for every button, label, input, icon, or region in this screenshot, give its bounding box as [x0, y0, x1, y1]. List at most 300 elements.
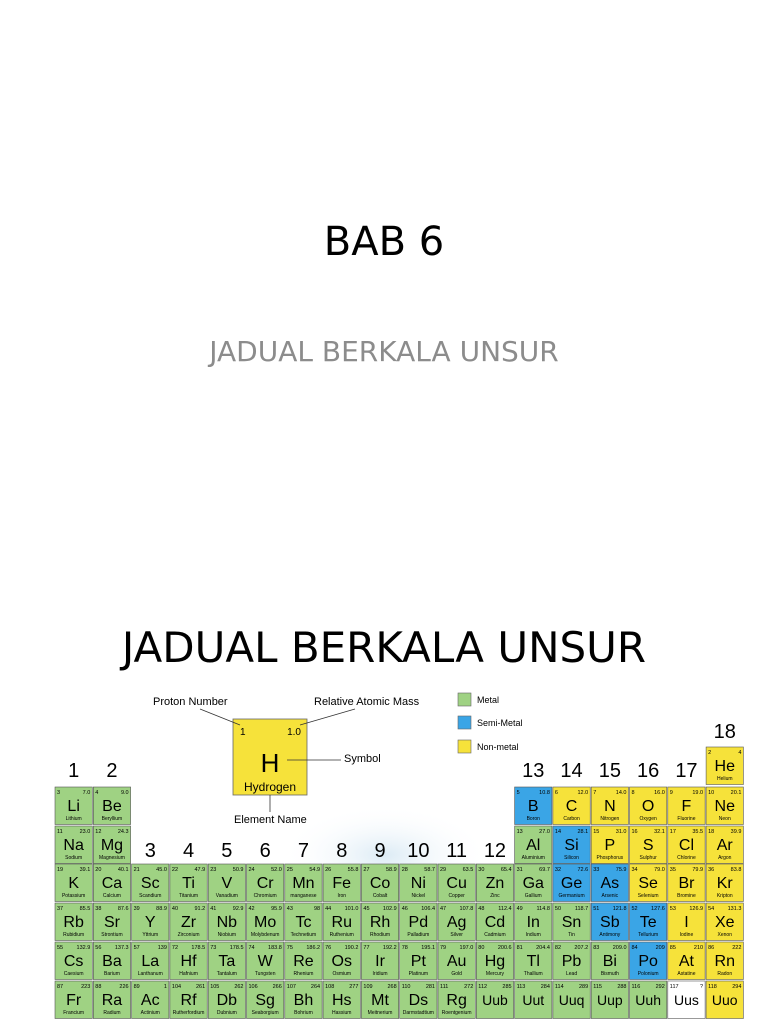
element-name: Seaborgium: [251, 1010, 279, 1016]
legend: [458, 693, 523, 753]
element-cell-k: [55, 864, 92, 902]
element-number: 39: [133, 906, 140, 912]
element-name: Silver: [450, 932, 463, 938]
element-cell-cl: [668, 826, 705, 864]
element-symbol: Si: [564, 837, 579, 854]
element-number: 29: [440, 867, 447, 873]
element-symbol: Se: [638, 875, 658, 892]
element-name: Platinum: [408, 971, 429, 977]
element-mass: 226: [119, 984, 129, 990]
element-name: Fluorine: [677, 816, 696, 822]
element-name: Yttrium: [142, 932, 159, 938]
element-number: 55: [57, 945, 64, 951]
element-mass: 292: [655, 984, 665, 990]
element-symbol: W: [257, 953, 273, 970]
element-name: Radium: [103, 1010, 121, 1016]
element-symbol: Cu: [446, 875, 467, 892]
element-cell-ne: [706, 787, 743, 825]
element-cell-cs: [55, 942, 92, 980]
element-symbol: Rb: [63, 914, 84, 931]
element-number: 40: [171, 906, 179, 912]
element-mass: 132.9: [76, 945, 91, 951]
element-number: 114: [554, 984, 564, 990]
element-mass: 288: [617, 984, 627, 990]
element-number: 43: [286, 906, 293, 912]
group-number-6: 6: [259, 840, 271, 862]
element-symbol: Kr: [716, 875, 733, 892]
element-mass: 54.9: [309, 867, 321, 873]
element-number: 115: [593, 984, 602, 990]
element-cell-mo: [247, 903, 284, 941]
element-name: Osmium: [332, 971, 352, 977]
element-mass: 12.0: [577, 790, 589, 796]
element-name: Gold: [451, 971, 462, 977]
element-mass: 210: [693, 945, 704, 951]
element-name: Arsenic: [601, 893, 619, 899]
legend-non-metal-label: Non-metal: [477, 742, 519, 752]
relative-atomic-mass-label: Relative Atomic Mass: [314, 696, 420, 708]
element-cell-mn: [285, 864, 322, 902]
element-symbol: I: [684, 914, 689, 931]
element-mass: 112.4: [498, 906, 512, 912]
element-mass: 285: [502, 984, 512, 990]
symbol-label: Symbol: [344, 753, 381, 765]
element-symbol: Ds: [408, 992, 429, 1009]
element-name: Hafnium: [179, 971, 198, 977]
element-cell-bi: [591, 942, 628, 980]
element-symbol: Sr: [103, 914, 120, 931]
element-name: Silicon: [564, 855, 579, 861]
element-symbol: K: [68, 875, 79, 892]
element-name: Rhenium: [293, 971, 314, 977]
element-symbol: Sn: [561, 914, 582, 931]
element-symbol: Cr: [256, 875, 274, 892]
element-cell-o: [630, 787, 667, 825]
element-mass: 101.0: [344, 906, 359, 912]
element-name: Selenium: [637, 893, 659, 899]
element-symbol: Co: [369, 875, 391, 892]
element-cell-b: [515, 787, 552, 825]
element-name: Xenon: [717, 932, 732, 938]
group-number-10: 10: [407, 840, 430, 862]
element-mass: 14.0: [615, 790, 627, 796]
element-mass: 127.6: [651, 906, 665, 912]
element-symbol: Ti: [182, 875, 195, 892]
group-number-4: 4: [182, 840, 195, 862]
element-name: Sulphur: [639, 855, 657, 861]
element-cell-ta: [208, 942, 245, 980]
element-number: 3: [57, 790, 61, 796]
key-proton-number: 1: [240, 727, 246, 738]
element-symbol: Mn: [292, 875, 315, 892]
element-cell-uut: [515, 981, 552, 1019]
element-number: 20: [95, 867, 102, 873]
element-mass: 39.9: [730, 829, 742, 835]
element-cell-la: [132, 942, 169, 980]
element-symbol: Y: [144, 914, 156, 931]
element-mass: 45.0: [156, 867, 167, 873]
element-name: Radon: [717, 971, 733, 977]
element-symbol: Cd: [484, 914, 506, 931]
element-mass: 88.9: [156, 906, 167, 912]
element-symbol: Ac: [140, 992, 160, 1009]
element-symbol: Ir: [375, 953, 385, 970]
element-cell-li: [55, 787, 92, 825]
element-cell-al: [515, 826, 552, 864]
element-number: 85: [669, 945, 676, 951]
element-name: Technetium: [290, 932, 317, 938]
element-mass: 281: [425, 984, 435, 990]
element-name: Actinium: [140, 1010, 160, 1016]
element-number: 26: [325, 867, 332, 873]
element-mass: 261: [196, 984, 206, 990]
element-number: 21: [133, 867, 140, 873]
element-symbol: Rh: [369, 914, 391, 931]
element-symbol: Rg: [446, 992, 467, 1009]
element-number: 56: [95, 945, 102, 951]
element-name: Sodium: [65, 855, 83, 861]
element-symbol: Sg: [255, 992, 275, 1009]
element-cell-pd: [400, 903, 437, 941]
element-cell-ca: [93, 864, 130, 902]
element-number: 25: [286, 867, 293, 873]
legend-metal-label: Metal: [477, 695, 500, 705]
element-symbol: Sb: [600, 914, 620, 931]
element-cell-nb: [208, 903, 245, 941]
element-cell-as: [591, 864, 628, 902]
element-number: 24: [248, 867, 255, 873]
element-name: Indium: [525, 932, 541, 938]
element-number: 106: [248, 984, 258, 990]
element-mass: 223: [81, 984, 91, 990]
element-mass: 98: [313, 906, 321, 912]
element-number: 113: [516, 984, 526, 990]
element-name: Dubnium: [216, 1010, 237, 1016]
element-mass: 10.8: [539, 790, 550, 796]
element-mass: 207.2: [574, 945, 589, 951]
element-number: 19: [57, 867, 64, 873]
element-symbol: Ni: [410, 875, 426, 892]
element-number: 53: [669, 906, 676, 912]
element-number: 27: [363, 867, 370, 873]
element-cell-cu: [438, 864, 475, 902]
element-mass: 19.0: [692, 790, 704, 796]
element-name: Titanium: [179, 893, 199, 899]
element-number: 5: [516, 790, 520, 796]
element-symbol: Sc: [140, 875, 160, 892]
element-mass: 23.0: [79, 829, 91, 835]
element-cell-pb: [553, 942, 590, 980]
element-cell-mg: [93, 826, 130, 864]
element-mass: 31.0: [615, 829, 627, 835]
element-mass: 178.5: [229, 945, 244, 951]
element-number: 35: [669, 867, 676, 873]
element-cell-cr: [247, 864, 284, 902]
element-cell-pt: [400, 942, 437, 980]
element-cell-fe: [323, 864, 360, 902]
element-name: Palladium: [407, 932, 430, 938]
element-symbol: Mt: [371, 992, 389, 1009]
element-number: 45: [363, 906, 370, 912]
element-mass: 200.6: [497, 945, 512, 951]
element-number: 118: [708, 984, 717, 990]
element-mass: 1: [163, 984, 167, 990]
element-name: Cobalt: [372, 893, 388, 899]
element-cell-sb: [591, 903, 628, 941]
element-symbol: S: [642, 837, 654, 854]
element-name: Tellurium: [638, 932, 659, 938]
element-cell-se: [630, 864, 667, 902]
element-name: Rubidium: [63, 932, 85, 938]
element-number: 54: [708, 906, 715, 912]
element-number: 17: [669, 829, 676, 835]
element-number: 109: [363, 984, 373, 990]
element-number: 6: [554, 790, 558, 796]
element-cell-ac: [132, 981, 169, 1019]
element-symbol: Rn: [714, 953, 735, 970]
element-name: Calcium: [102, 893, 121, 899]
element-symbol: Hf: [180, 953, 197, 970]
element-number: 47: [440, 906, 447, 912]
element-mass: 27.0: [539, 829, 550, 835]
element-mass: 289: [579, 984, 589, 990]
element-mass: 85.5: [79, 906, 91, 912]
element-mass: 63.5: [462, 867, 474, 873]
group-number-2: 2: [106, 760, 118, 782]
key-element-name: Hydrogen: [243, 780, 297, 794]
element-cell-hf: [170, 942, 207, 980]
element-mass: 55.8: [347, 867, 359, 873]
element-number: 9: [669, 790, 673, 796]
element-cell-kr: [706, 864, 743, 902]
element-cell-he: [706, 747, 743, 785]
element-mass: 131.3: [727, 906, 742, 912]
element-symbol: Tc: [295, 914, 312, 931]
element-mass: 139: [157, 945, 167, 951]
element-cell-rf: [170, 981, 207, 1019]
element-symbol: Au: [446, 953, 467, 970]
element-name: Darmstadtium: [402, 1010, 434, 1016]
element-name: Kripton: [716, 893, 733, 899]
element-symbol: V: [221, 875, 233, 892]
element-symbol: He: [714, 758, 735, 775]
element-symbol: Uup: [597, 992, 623, 1008]
element-cell-cd: [476, 903, 513, 941]
element-number: 14: [554, 829, 562, 835]
element-mass: 137.3: [114, 945, 129, 951]
element-cell-ar: [706, 826, 743, 864]
element-mass: 83.8: [730, 867, 742, 873]
element-number: 105: [210, 984, 220, 990]
element-symbol: Ne: [714, 798, 735, 815]
element-symbol: Li: [67, 798, 80, 815]
element-name: Chlorine: [677, 855, 696, 861]
element-mass: 58.9: [385, 867, 397, 873]
key-atomic-mass: 1.0: [287, 727, 301, 738]
group-number-5: 5: [221, 840, 233, 862]
element-number: 52: [631, 906, 638, 912]
element-number: 116: [631, 984, 641, 990]
element-cell-uub: [476, 981, 513, 1019]
element-cell-os: [323, 942, 360, 980]
element-number: 36: [708, 867, 715, 873]
element-symbol: Uuq: [558, 992, 585, 1008]
element-mass: 75.9: [615, 867, 627, 873]
element-mass: 284: [540, 984, 550, 990]
element-name: Astatine: [677, 971, 696, 977]
element-symbol: Al: [526, 837, 541, 854]
element-symbol: Bi: [602, 953, 617, 970]
element-mass: 183.8: [268, 945, 282, 951]
element-name: Copper: [448, 893, 465, 899]
element-mass: 72.6: [577, 867, 589, 873]
element-number: 82: [554, 945, 562, 951]
element-number: 51: [593, 906, 600, 912]
element-cell-zr: [170, 903, 207, 941]
element-symbol: Po: [638, 953, 658, 970]
group-number-18: 18: [713, 721, 736, 743]
element-cell-rn: [706, 942, 743, 980]
element-mass: 87.6: [117, 906, 129, 912]
group-number-11: 11: [446, 840, 468, 862]
element-number: 83: [593, 945, 600, 951]
element-name: Beryllium: [101, 816, 123, 822]
element-mass: 186.2: [306, 945, 321, 951]
element-name: Helium: [716, 776, 733, 782]
element-symbol: Te: [639, 914, 657, 931]
element-name: Roentgenium: [441, 1010, 472, 1016]
element-number: 23: [210, 867, 217, 873]
element-cell-mt: [361, 981, 398, 1019]
element-mass: 7.0: [82, 790, 91, 796]
group-number-7: 7: [297, 840, 310, 862]
element-mass: 209.0: [612, 945, 627, 951]
element-name: Carbon: [563, 816, 580, 822]
element-name: Bromine: [677, 893, 696, 899]
element-name: Niobium: [217, 932, 237, 938]
element-cell-rb: [55, 903, 92, 941]
element-name: Argon: [718, 855, 732, 861]
element-mass: 190.2: [344, 945, 359, 951]
element-mass: 178.5: [191, 945, 206, 951]
element-name: Lead: [565, 971, 578, 977]
group-number-16: 16: [637, 760, 660, 782]
element-symbol: Rf: [180, 992, 197, 1009]
element-symbol: At: [678, 953, 695, 970]
element-mass: ?: [700, 984, 704, 990]
key-element-box: [233, 719, 307, 795]
element-number: 8: [631, 790, 635, 796]
element-number: 79: [440, 945, 447, 951]
element-number: 32: [554, 867, 562, 873]
element-mass: 268: [387, 984, 397, 990]
element-mass: 58.7: [424, 867, 435, 873]
element-cell-f: [668, 787, 705, 825]
element-number: 18: [708, 829, 715, 835]
element-cell-po: [630, 942, 667, 980]
element-mass: 95.9: [271, 906, 282, 912]
element-number: 7: [593, 790, 597, 796]
element-cell-ba: [93, 942, 130, 980]
element-number: 78: [401, 945, 408, 951]
element-cell-uuh: [630, 981, 667, 1019]
element-number: 22: [171, 867, 179, 873]
group-number-12: 12: [483, 840, 507, 862]
element-number: 30: [478, 867, 485, 873]
element-number: 15: [593, 829, 600, 835]
element-cell-sg: [247, 981, 284, 1019]
element-symbol: Mg: [100, 837, 124, 854]
element-symbol: B: [527, 798, 539, 815]
element-number: 11: [57, 829, 63, 835]
element-number: 12: [95, 829, 102, 835]
element-name: Rhodium: [370, 932, 391, 938]
element-mass: 20.1: [730, 790, 742, 796]
element-cell-ga: [515, 864, 552, 902]
element-cell-v: [208, 864, 245, 902]
element-mass: 79.0: [654, 867, 665, 873]
element-symbol: Uuo: [711, 992, 738, 1008]
element-name: Tungsten: [254, 971, 276, 977]
element-mass: 40.1: [117, 867, 129, 873]
element-name: Caesium: [63, 971, 84, 977]
element-cell-au: [438, 942, 475, 980]
element-number: 86: [708, 945, 715, 951]
group-number-17: 17: [675, 760, 698, 782]
element-symbol: Uuh: [635, 992, 661, 1008]
element-number: 46: [401, 906, 408, 912]
element-cell-ru: [323, 903, 360, 941]
element-cell-ni: [400, 864, 437, 902]
element-cell-s: [630, 826, 667, 864]
element-name: Vanadium: [215, 893, 238, 899]
element-mass: 102.9: [382, 906, 397, 912]
element-symbol: Re: [293, 953, 314, 970]
element-symbol: Cl: [678, 837, 695, 854]
element-name: Magnesium: [99, 855, 125, 861]
element-mass: 69.7: [539, 867, 550, 873]
element-number: 38: [95, 906, 102, 912]
element-cell-xe: [706, 903, 743, 941]
element-cell-ag: [438, 903, 475, 941]
element-number: 48: [478, 906, 485, 912]
element-name: Ruthenium: [329, 932, 354, 938]
element-mass: 294: [732, 984, 742, 990]
element-cell-db: [208, 981, 245, 1019]
element-number: 112: [478, 984, 488, 990]
element-mass: 266: [272, 984, 282, 990]
element-mass: 204.4: [536, 945, 550, 951]
element-symbol: Cs: [63, 953, 84, 970]
element-name: Tantalum: [216, 971, 237, 977]
element-mass: 126.9: [689, 906, 704, 912]
element-name: Bismuth: [600, 971, 619, 977]
element-cell-tl: [515, 942, 552, 980]
element-number: 111: [440, 984, 449, 990]
element-name: Nickel: [411, 893, 426, 899]
element-mass: 272: [464, 984, 474, 990]
element-symbol: Pt: [410, 953, 426, 970]
element-number: 117: [669, 984, 679, 990]
group-number-3: 3: [144, 840, 156, 862]
element-cell-at: [668, 942, 705, 980]
element-number: 75: [286, 945, 293, 951]
group-number-15: 15: [598, 760, 621, 782]
element-number: 76: [325, 945, 332, 951]
element-symbol: N: [604, 798, 616, 815]
element-mass: 28.1: [577, 829, 589, 835]
proton-number-pointer: [200, 709, 240, 725]
